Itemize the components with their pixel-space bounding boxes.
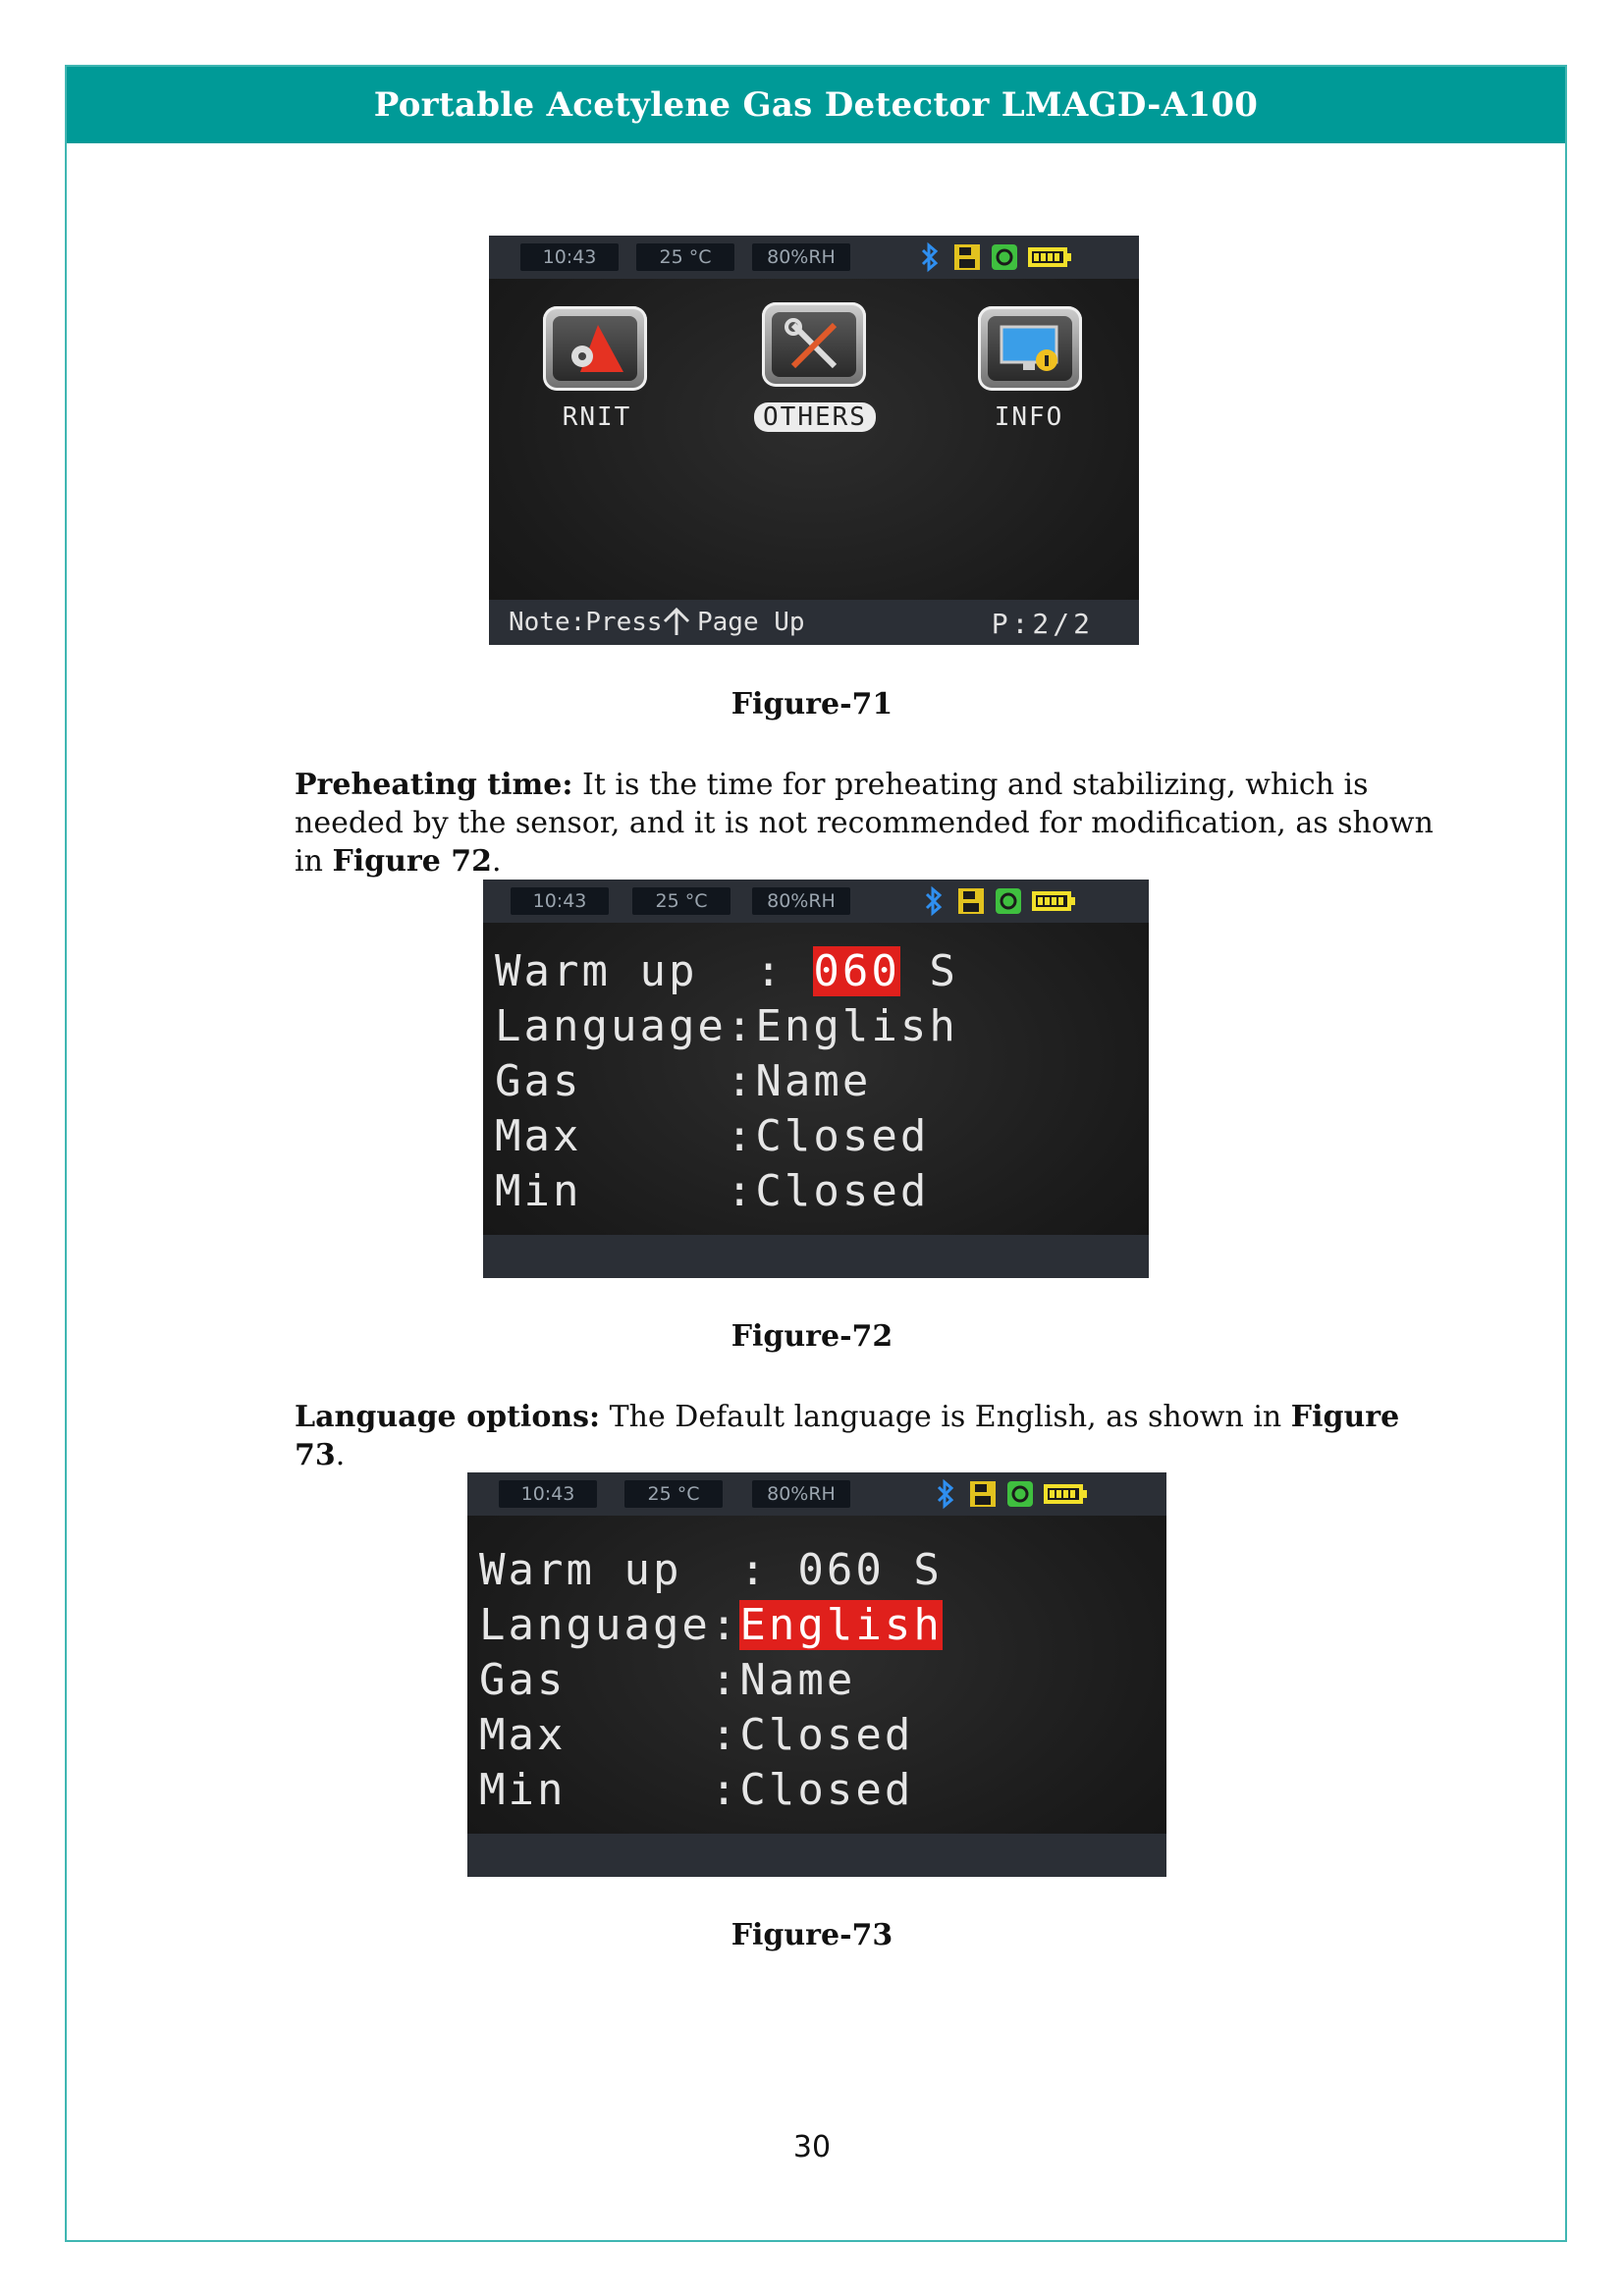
time-display: 10:43: [499, 1480, 597, 1508]
para1-ref: Figure 72: [332, 844, 493, 879]
recycle-icon: [1003, 1477, 1037, 1511]
figure-71-screen: [489, 236, 1139, 645]
language-value[interactable]: English: [755, 1001, 958, 1051]
temperature-display: 25 °C: [636, 243, 734, 271]
page-number: 30: [792, 2130, 832, 2164]
para1-text: It is the time for preheating and stabilizing, which is needed by the sensor, and it is not recommended for modification, as shown in: [295, 768, 1434, 879]
menu-item-info[interactable]: [978, 306, 1082, 391]
figure-71-caption: Figure-71: [731, 687, 893, 721]
tools-icon: [772, 312, 856, 377]
recycle-icon: [992, 884, 1025, 918]
warm-up-value[interactable]: 060: [797, 1545, 885, 1595]
note-text: Note:Press: [509, 608, 663, 637]
menu-label-others: OTHERS: [754, 402, 876, 432]
battery-icon: [1029, 884, 1078, 918]
page-indicator: P:2/2: [991, 608, 1094, 640]
setting-min[interactable]: Min :Closed: [479, 1765, 914, 1815]
menu-label-rnit: RNIT: [562, 402, 632, 432]
page-header: [67, 67, 1565, 143]
para2-ref: Figure 73: [295, 1400, 1400, 1472]
menu-label-info: INFO: [994, 402, 1064, 432]
paragraph-preheating: [295, 766, 1453, 881]
paragraph-language: [295, 1398, 1453, 1474]
term-language: Language options:: [295, 1400, 601, 1434]
save-icon: [954, 884, 988, 918]
bluetooth-icon: [929, 1477, 962, 1511]
temperature-display: 25 °C: [624, 1480, 723, 1508]
warm-up-label: Warm up :: [495, 946, 814, 996]
recycle-icon: [988, 240, 1021, 274]
status-bar: [489, 236, 1139, 279]
language-label: Language:: [479, 1600, 740, 1650]
bluetooth-icon: [917, 884, 950, 918]
para2-end: .: [335, 1438, 346, 1472]
humidity-display: 80%RH: [752, 243, 850, 271]
figure-73-caption: Figure-73: [731, 1918, 893, 1952]
figure-73-screen: [467, 1472, 1166, 1877]
settings-triangle-icon: [553, 316, 637, 381]
battery-icon: [1025, 240, 1074, 274]
humidity-display: 80%RH: [752, 887, 850, 915]
battery-icon: [1041, 1477, 1090, 1511]
figure-72-caption: Figure-72: [731, 1319, 893, 1354]
save-icon: [950, 240, 984, 274]
setting-gas[interactable]: Gas :Name: [479, 1655, 856, 1705]
warm-up-value[interactable]: 060: [813, 946, 900, 996]
setting-language[interactable]: [479, 1600, 943, 1650]
note-page-up: Page Up: [697, 608, 805, 637]
menu-item-others[interactable]: [762, 302, 866, 387]
setting-max[interactable]: Max :Closed: [495, 1111, 930, 1161]
time-display: 10:43: [520, 243, 619, 271]
monitor-info-icon: [988, 316, 1072, 381]
language-label: Language:: [495, 1001, 756, 1051]
bluetooth-icon: [913, 240, 947, 274]
save-icon: [966, 1477, 1000, 1511]
setting-gas[interactable]: Gas :Name: [495, 1056, 872, 1106]
language-value[interactable]: English: [739, 1600, 943, 1650]
footer-bar: [467, 1834, 1166, 1877]
para2-text: The Default language is English, as shown in: [600, 1400, 1291, 1434]
footer-bar: [483, 1235, 1149, 1278]
footer-bar: [489, 600, 1139, 645]
status-bar: [467, 1472, 1166, 1516]
term-preheating: Preheating time:: [295, 768, 573, 802]
status-bar: [483, 880, 1149, 923]
warm-up-label: Warm up :: [479, 1545, 798, 1595]
humidity-display: 80%RH: [752, 1480, 850, 1508]
warm-up-unit: S: [884, 1545, 943, 1595]
time-display: 10:43: [511, 887, 609, 915]
setting-min[interactable]: Min :Closed: [495, 1166, 930, 1216]
arrow-up-icon: [662, 606, 691, 641]
para1-end: .: [492, 844, 502, 879]
warm-up-unit: S: [899, 946, 958, 996]
setting-warm-up[interactable]: [495, 946, 958, 996]
menu-item-rnit[interactable]: [543, 306, 647, 391]
setting-max[interactable]: Max :Closed: [479, 1710, 914, 1760]
setting-language[interactable]: [495, 1001, 958, 1051]
figure-72-screen: [483, 880, 1149, 1278]
header-title: Portable Acetylene Gas Detector LMAGD-A100: [373, 85, 1259, 125]
temperature-display: 25 °C: [632, 887, 731, 915]
setting-warm-up[interactable]: [479, 1545, 943, 1595]
